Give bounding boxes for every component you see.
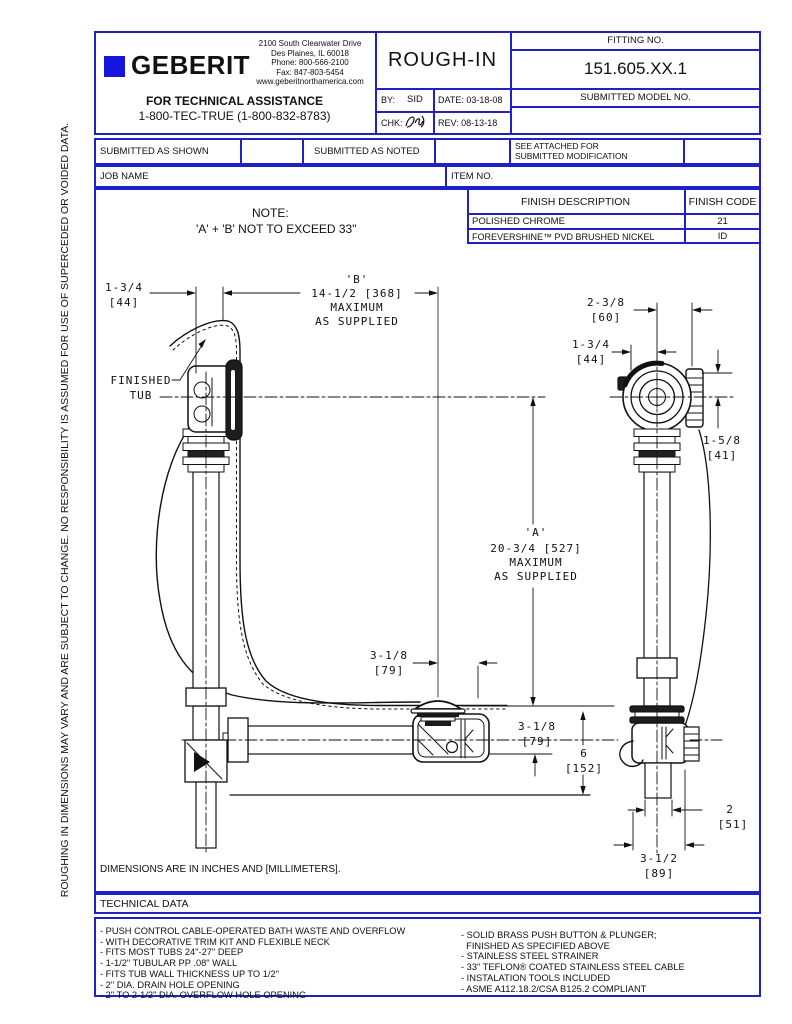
dim-drain-offset-mm: [79] bbox=[373, 664, 405, 677]
header-mid-hline-1 bbox=[375, 88, 510, 90]
tech-item: - 2" DIA. DRAIN HOLE OPENING bbox=[100, 979, 240, 990]
dim-drain-offset-in: 3-1/8 bbox=[369, 649, 409, 662]
address-line: 2100 South Clearwater Drive bbox=[258, 39, 362, 48]
dim-floor-to-bottom-mm: [152] bbox=[564, 762, 604, 775]
dim-a-max1: MAXIMUM bbox=[509, 556, 563, 569]
technical-data-bar bbox=[94, 893, 761, 914]
dim-offset-top-left-in: 1-3/4 bbox=[104, 281, 144, 294]
units-note: DIMENSIONS ARE IN INCHES AND [MILLIMETERS]. bbox=[100, 864, 341, 875]
technical-list-left bbox=[100, 926, 405, 1001]
header-mid-vline bbox=[433, 88, 435, 135]
header-right-hline-3 bbox=[510, 106, 761, 108]
submission-divider-4 bbox=[509, 138, 511, 165]
dim-a-tag: 'A' bbox=[524, 526, 548, 539]
submission-divider-5 bbox=[683, 138, 685, 165]
finish-row-code: 21 bbox=[717, 216, 728, 227]
dim-a-value: 20-3/4 [527] bbox=[490, 542, 582, 555]
dim-side-offset-mm: [44] bbox=[575, 353, 607, 366]
dim-elbow-width-in: 3-1/2 bbox=[639, 852, 679, 865]
tech-item: - FITS TUB WALL THICKNESS UP TO 1/2" bbox=[100, 968, 279, 979]
submitted-as-shown-label: SUBMITTED AS SHOWN bbox=[100, 146, 209, 157]
see-attached-label bbox=[515, 141, 628, 161]
finish-row-code: ID bbox=[717, 231, 728, 242]
tech-item: - WITH DECORATIVE TRIM KIT AND FLEXIBLE NECK bbox=[100, 936, 330, 947]
brand-name: GEBERIT bbox=[131, 50, 251, 80]
company-address bbox=[246, 39, 374, 87]
dim-b-max1: MAXIMUM bbox=[330, 301, 384, 314]
job-row-box bbox=[94, 165, 761, 188]
fitting-no-label: FITTING NO. bbox=[607, 35, 664, 46]
header-divider-2 bbox=[510, 31, 512, 135]
finish-code-header: FINISH CODE bbox=[688, 196, 757, 208]
dim-offset-top-left-mm: [44] bbox=[108, 296, 140, 309]
tech-item: FINISHED AS SPECIFIED ABOVE bbox=[461, 940, 610, 951]
tech-item: - 33" TEFLON® COATED STAINLESS STEEL CABLE bbox=[461, 962, 685, 973]
submission-divider-2 bbox=[302, 138, 304, 165]
dim-outlet-dia-mm: [51] bbox=[717, 818, 749, 831]
dim-side-offset-in: 1-3/4 bbox=[571, 338, 611, 351]
dim-floor-to-pipe-mm: [79] bbox=[521, 735, 553, 748]
tech-item: - INSTALATION TOOLS INCLUDED bbox=[461, 972, 611, 983]
note-body: 'A' + 'B' NOT TO EXCEED 33" bbox=[196, 222, 357, 236]
signature-scribble-icon bbox=[404, 113, 430, 131]
dim-b-tag: 'B' bbox=[345, 273, 369, 286]
header-mid-hline-2 bbox=[375, 111, 510, 113]
tech-item: - 2" TO 2-1/2" DIA. OVERFLOW HOLE OPENING bbox=[100, 990, 307, 1001]
tech-item: - PUSH CONTROL CABLE-OPERATED BATH WASTE AND OVERFLOW bbox=[100, 926, 406, 936]
dim-outlet-dia-in: 2 bbox=[726, 803, 734, 816]
note-title: NOTE: bbox=[252, 206, 289, 220]
technical-list-right bbox=[461, 930, 685, 994]
job-name-label: JOB NAME bbox=[100, 171, 149, 182]
finish-row-desc: FOREVERSHINE™ PVD BRUSHED NICKEL bbox=[472, 232, 655, 242]
assistance-phone: 1-800-TEC-TRUE (1-800-832-8783) bbox=[138, 109, 331, 123]
dim-side-drop-mm: [41] bbox=[706, 449, 738, 462]
dim-b-max2: AS SUPPLIED bbox=[315, 315, 399, 328]
finish-table-hline-1 bbox=[467, 213, 761, 215]
margin-disclaimer: ROUGHING IN DIMENSIONS MAY VARY AND ARE SUBJECT TO CHANGE. NO RESPONSIBILITY IS ASSUMED FOR USE OF SUPERCEDED OR VOIDED DATA. bbox=[59, 122, 71, 898]
item-no-label: ITEM NO. bbox=[451, 171, 494, 182]
by-value: SID bbox=[407, 94, 423, 105]
job-row-divider bbox=[445, 165, 447, 188]
address-line: Phone: 800-566-2100 bbox=[271, 58, 349, 67]
finish-row-desc: POLISHED CHROME bbox=[472, 216, 565, 227]
tech-item: - 1-1/2" TUBULAR PP .08" WALL bbox=[100, 958, 238, 969]
tech-item: - STAINLESS STEEL STRAINER bbox=[461, 951, 599, 962]
by-label: BY: bbox=[381, 95, 396, 105]
dim-floor-to-bottom-in: 6 bbox=[580, 747, 588, 760]
submission-divider-1 bbox=[240, 138, 242, 165]
tech-item: - FITS MOST TUBS 24"-27" DEEP bbox=[100, 947, 244, 958]
header-right-hline-1 bbox=[510, 49, 761, 51]
see-attached-line2: SUBMITTED MODIFICATION bbox=[515, 151, 628, 161]
dim-elbow-width-mm: [89] bbox=[643, 867, 675, 880]
address-line: Fax: 847-803-5454 bbox=[276, 67, 344, 77]
dim-b-value: 14-1/2 [368] bbox=[311, 287, 403, 300]
tech-item: - ASME A112.18.2/CSA B125.2 COMPLIANT bbox=[461, 983, 647, 994]
chk-label: CHK: bbox=[381, 118, 403, 128]
finish-table-hline-2 bbox=[467, 228, 761, 230]
submission-divider-3 bbox=[434, 138, 436, 165]
header-right-hline-2 bbox=[510, 88, 761, 90]
sheet-type-title: ROUGH-IN bbox=[387, 49, 498, 71]
date-value: DATE: 03-18-08 bbox=[438, 95, 503, 105]
dim-side-width-in: 2-3/8 bbox=[586, 296, 626, 309]
geberit-logo-icon bbox=[104, 56, 125, 77]
header-divider-1 bbox=[375, 31, 377, 135]
dim-a-max2: AS SUPPLIED bbox=[494, 570, 578, 583]
finish-description-header: FINISH DESCRIPTION bbox=[520, 196, 631, 208]
dim-side-drop-in: 1-5/8 bbox=[702, 434, 742, 447]
rev-value: REV: 08-13-18 bbox=[438, 118, 498, 128]
fitting-no-value: 151.605.XX.1 bbox=[583, 59, 688, 78]
submitted-model-label: SUBMITTED MODEL NO. bbox=[580, 92, 691, 103]
address-line: Des Plaines, IL 60018 bbox=[271, 48, 349, 58]
see-attached-line1: SEE ATTACHED FOR bbox=[515, 141, 599, 151]
finished-tub-label-2: TUB bbox=[129, 389, 153, 402]
dim-side-width-mm: [60] bbox=[590, 311, 622, 324]
address-line: www.geberitnorthamerica.com bbox=[256, 77, 364, 86]
drawing-box bbox=[94, 188, 761, 893]
dim-floor-to-pipe-in: 3-1/8 bbox=[517, 720, 557, 733]
submitted-as-noted-label: SUBMITTED AS NOTED bbox=[314, 146, 420, 157]
checker-signature bbox=[404, 113, 430, 136]
finished-tub-label-1: FINISHED bbox=[110, 374, 172, 387]
technical-data-title: TECHNICAL DATA bbox=[100, 898, 189, 910]
assistance-title: FOR TECHNICAL ASSISTANCE bbox=[145, 94, 324, 108]
tech-item: - SOLID BRASS PUSH BUTTON & PLUNGER; bbox=[461, 930, 657, 940]
